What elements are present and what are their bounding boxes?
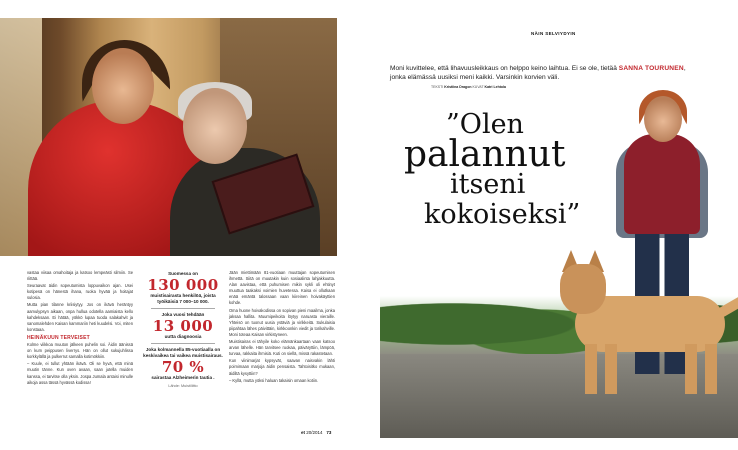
article-credits	[431, 85, 506, 89]
divider	[151, 308, 215, 309]
magazine-name: et	[301, 430, 306, 435]
dog-leg	[705, 344, 717, 394]
fact-number: 70 %	[161, 358, 205, 376]
person-name: SANNA TOURUNEN	[618, 65, 684, 72]
body-paragraph: vastaa viisaa omahoitaja ja katsoo lempeästi silmiin. Se riittää.	[27, 270, 133, 282]
woman-face	[92, 48, 154, 124]
fact-text: Joka vuosi tehdään	[161, 312, 205, 317]
dog-head	[560, 264, 606, 314]
credit-photo-author: Katri Lehtola	[484, 85, 506, 89]
body-paragraph: Muistisairas ei tähyile koko elämänkaartaan vaan katsoo arvan lähelle. Hän tarvitsee ruokaa, päiväryttiin, lämpöä, turvaa, rakkaita ihmisiä. Kuti on siellä, missä rakastetaan.	[229, 339, 335, 357]
page-number: 73	[326, 430, 332, 435]
woman-face	[644, 96, 682, 142]
body-column-3	[229, 270, 335, 385]
section-tag: NÄIN SELVIYDYIN	[531, 31, 576, 36]
dog-leg	[605, 344, 617, 394]
fact-source: Lähde: Muistiliitto	[168, 384, 198, 388]
credit-text-author: Kristiina Dragon	[444, 85, 472, 89]
fact-box	[143, 271, 223, 388]
credit-photo-label: KUVAT	[472, 85, 484, 89]
headline-quote	[404, 110, 624, 230]
body-paragraph: Jään miettimään 81-vuotiaan muuttajan sopeutumisen ihmettä. Siitä on muutakin kuin sosiaalinta lahjakkuutta. Alan aavistaa, että puhumisen mikin sykli oli ehtinyt muuttua taakaksi voimien huvetessa. Kaisa ei ollutkaan enää emäntä talossaan vaan kiireinen hoivakäyttien kohde.	[229, 270, 335, 306]
body-paragraph: Kolme viikkoa muuton jälkeen puhelin soi. Äidin äänissä on kum peippusen liverrys. Hän on ollut sukujuhlissa korkkylällä ja pulkerrut samalla kotimökkiin.	[27, 342, 133, 360]
body-paragraph: – Kuule, ei tullut yhtään ikävä. Oli se hyvä, että minä muutin tänne. Kun oven avaan, saan jutella muiden kanssa, ei tarvitse olla yksin. Jospa Jumala antaisi minulle aikoja assa tässä hyvässä kodissa!	[27, 361, 133, 385]
headline-line: itseni	[450, 169, 526, 200]
body-paragraph: Seuraavat äidin sopeutumista loppuvaikon ajan. Usei kotipesä on hänestä ihana, ruoka hyvää ja hoitajat sulosia.	[27, 283, 133, 301]
subheading: HEINÄKUUN TERVEISET	[27, 334, 90, 341]
fact-text: Joka kolmannella 85-vuotiaalla on keskivaikea tai vaikea muistisairaus.	[143, 347, 223, 358]
fact-text: Suomessa on	[168, 271, 198, 276]
headline-line: palannut	[404, 134, 566, 175]
fact-text: sairastaa Alzheimerin tautia .	[151, 375, 215, 380]
intro-paragraph	[390, 64, 690, 82]
page-footer	[301, 430, 331, 435]
headline-line: kokoiseksi”	[424, 199, 581, 230]
body-column-1	[27, 270, 133, 387]
dog-leg	[585, 344, 597, 394]
dog-leg	[685, 344, 697, 394]
divider	[151, 343, 215, 344]
fact-number: 130 000	[147, 276, 219, 294]
fact-text: muistisairasta henkilöä, joista työikäisiä 7 000–10 000.	[150, 293, 216, 304]
fact-text: uutta diagnoosia	[164, 334, 202, 339]
body-paragraph: Mutta pian tilanne kriisiytyy. Jos on ikävä heräntyy aamulypsyn aikaan, onpa hullua odotella aamiaista kello kahdeksaan. Ei hätää, yökkö lupaa tuoda salakahvit ja sanomalehden Kaisan kammariin heti kuudelsi. Voi, miten konstaaa.	[27, 302, 133, 332]
photo-women-reading	[0, 18, 337, 256]
body-paragraph: – Kyllä, mutta yöksi haluan takaisin omaan kotiin.	[229, 377, 319, 383]
elderly-woman-face	[183, 88, 247, 164]
fact-number: 13 000	[152, 317, 214, 335]
headline-line: ”Olen	[446, 109, 524, 140]
woman-red-vest	[624, 134, 700, 234]
body-paragraph: Oma huone hoivakodissa on sopivan pieni maailma, jonka jaksaa hallita. Muumipeikoita löytyy naruasta vieraille. Yhteisö on tuonut uusia ystäviä ja virikkeitä. Sukulaisia piipahtaa lähes päivittäin, kirkkoonkin viedit ja torikahville. Moni toteaa Kaisan virkistyneen.	[229, 307, 335, 337]
intro-text-2: , jonka elämässä uusiksi meni kaikki. Varsinkin korvien väli.	[390, 65, 686, 81]
credit-text-label: TEKSTI	[431, 85, 444, 89]
body-paragraph: Kun viinimarjat kypsyvät, saavan naisvakin lähti poimimaan marjoja äidin pensaista. Tahtoisitko mukaan, äidiltä kysyttiin?	[229, 358, 335, 376]
issue-number: 20/2014	[306, 430, 323, 435]
intro-text-1: Moni kuvittelee, että lihavuusleikkaus on helppo keino laihtua. Ei se ole, tietää	[390, 65, 617, 72]
